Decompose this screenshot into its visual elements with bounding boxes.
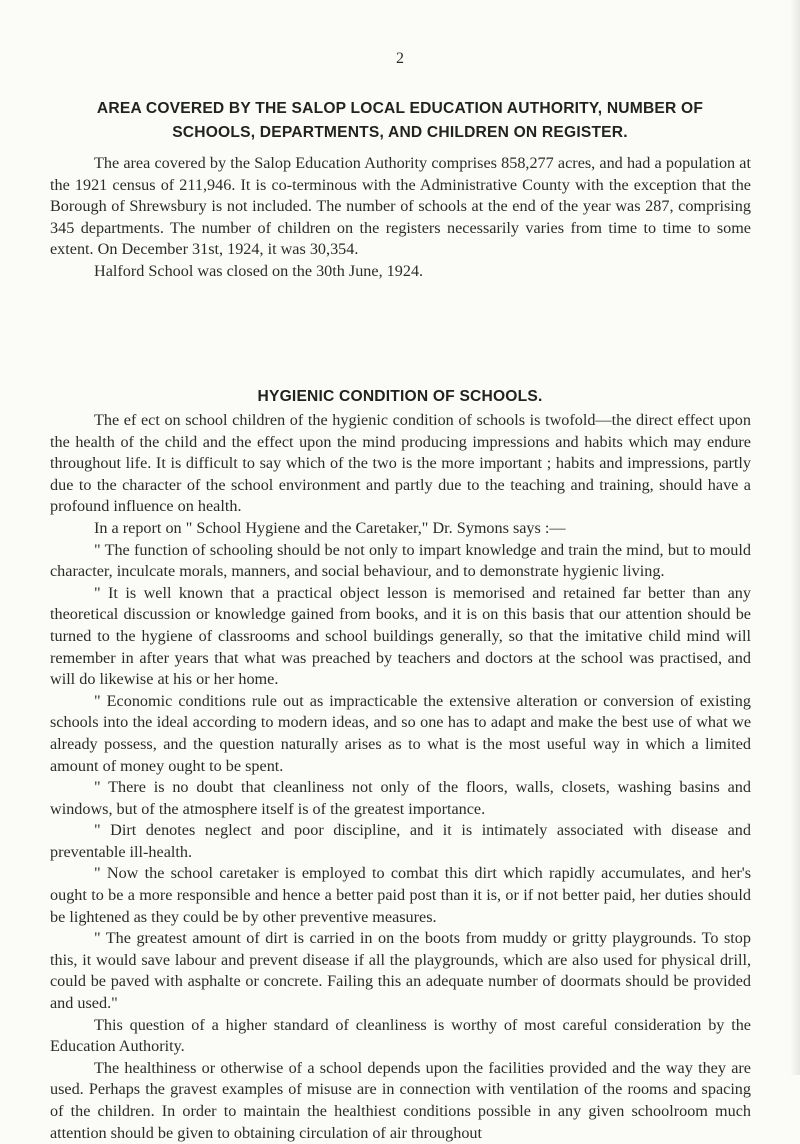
quoted-paragraph: " It is well known that a practical object lesson is memorised and retained far better than any theoretical discussion or knowledge gained from books, and it is on this basis that our attention should be turned to the hygiene of classrooms and school buildings generally, so that the imitative child mind will remember in after years that what was preached by teachers and doctors at the school was practised, and will do likewise at his or her home. [50, 583, 751, 689]
paragraph: The area covered by the Salop Education Authority comprises 858,277 acres, and had a population at the 1921 census of 211,946. It is co-terminous with the Administrative County with the exception that the Borough of Shrewsbury is not included. The number of schools at the end of the year was 287, comprising 345 departments. The number of children on the registers necessarily varies from time to time to some extent. On December 31st, 1924, it was 30,354. [50, 154, 751, 259]
page-number: 2 [396, 50, 404, 67]
section-body-area-covered [50, 153, 751, 283]
section-heading-hygienic-condition: HYGIENIC CONDITION OF SCHOOLS. [257, 388, 543, 405]
section-body-hygienic-condition [50, 410, 751, 1144]
paragraph: This question of a higher standard of cleanliness is worthy of most careful consideration by the Education Authority. [50, 1015, 751, 1056]
page-edge-shadow [790, 0, 800, 1075]
quoted-paragraph: " There is no doubt that cleanliness not only of the floors, walls, closets, washing basins and windows, but of the atmosphere itself is of the greatest importance. [50, 778, 751, 818]
quoted-paragraph: " Dirt denotes neglect and poor discipline, and it is intimately associated with disease and preventable ill-health. [50, 821, 751, 861]
quoted-paragraph: " The greatest amount of dirt is carried in on the boots from muddy or gritty playgrounds. To stop this, it would save labour and prevent disease if all the playgrounds, which are also used for physical drill, could be paved with asphalte or concrete. Failing this an adequate number of doormats should be provided and used." [50, 929, 751, 1013]
paragraph: The healthiness or otherwise of a school depends upon the facilities provided and the way they are used. Perhaps the gravest examples of misuse are in connection with ventilation of the rooms and spacing of the children. In order to maintain the healthiest conditions possible in any given schoolroom much attention should be given to obtaining circulation of air throughout [50, 1058, 751, 1142]
paragraph: In a report on " School Hygiene and the Caretaker," Dr. Symons says :— [94, 518, 566, 537]
paragraph: The ef ect on school children of the hygienic condition of schools is twofold—the direct effect upon the health of the child and the effect upon the mind producing impressions and habits which may endure throughout life. It is difficult to say which of the two is the more important ; habits and impressions, partly due to the character of the school environment and partly due to the teaching and training, should have a profound influence on health. [50, 411, 751, 516]
quoted-paragraph: " Now the school caretaker is employed to combat this dirt which rapidly accumulates, and her's ought to be a more responsible and hence a better paid post than it is, or if not better paid, her duties should be lightened as they could be by other preventive measures. [50, 864, 751, 926]
section-heading-area-covered: AREA COVERED BY THE SALOP LOCAL EDUCATION AUTHORITY, NUMBER OF SCHOOLS, DEPARTMENTS, AND CHILDREN ON REGISTER. [96, 100, 704, 141]
quoted-paragraph: " The function of schooling should be not only to impart knowledge and train the mind, but to mould character, inculcate morals, manners, and social behaviour, and to demonstrate hygienic living. [50, 540, 751, 581]
paragraph: Halford School was closed on the 30th June, 1924. [94, 261, 424, 280]
quoted-paragraph: " Economic conditions rule out as impracticable the extensive alteration or conversion of existing schools into the ideal according to modern ideas, and so one has to adapt and make the best use of what we already possess, and the question naturally arises as to what is the most useful way in which a limited amount of money ought to be spent. [50, 691, 751, 775]
